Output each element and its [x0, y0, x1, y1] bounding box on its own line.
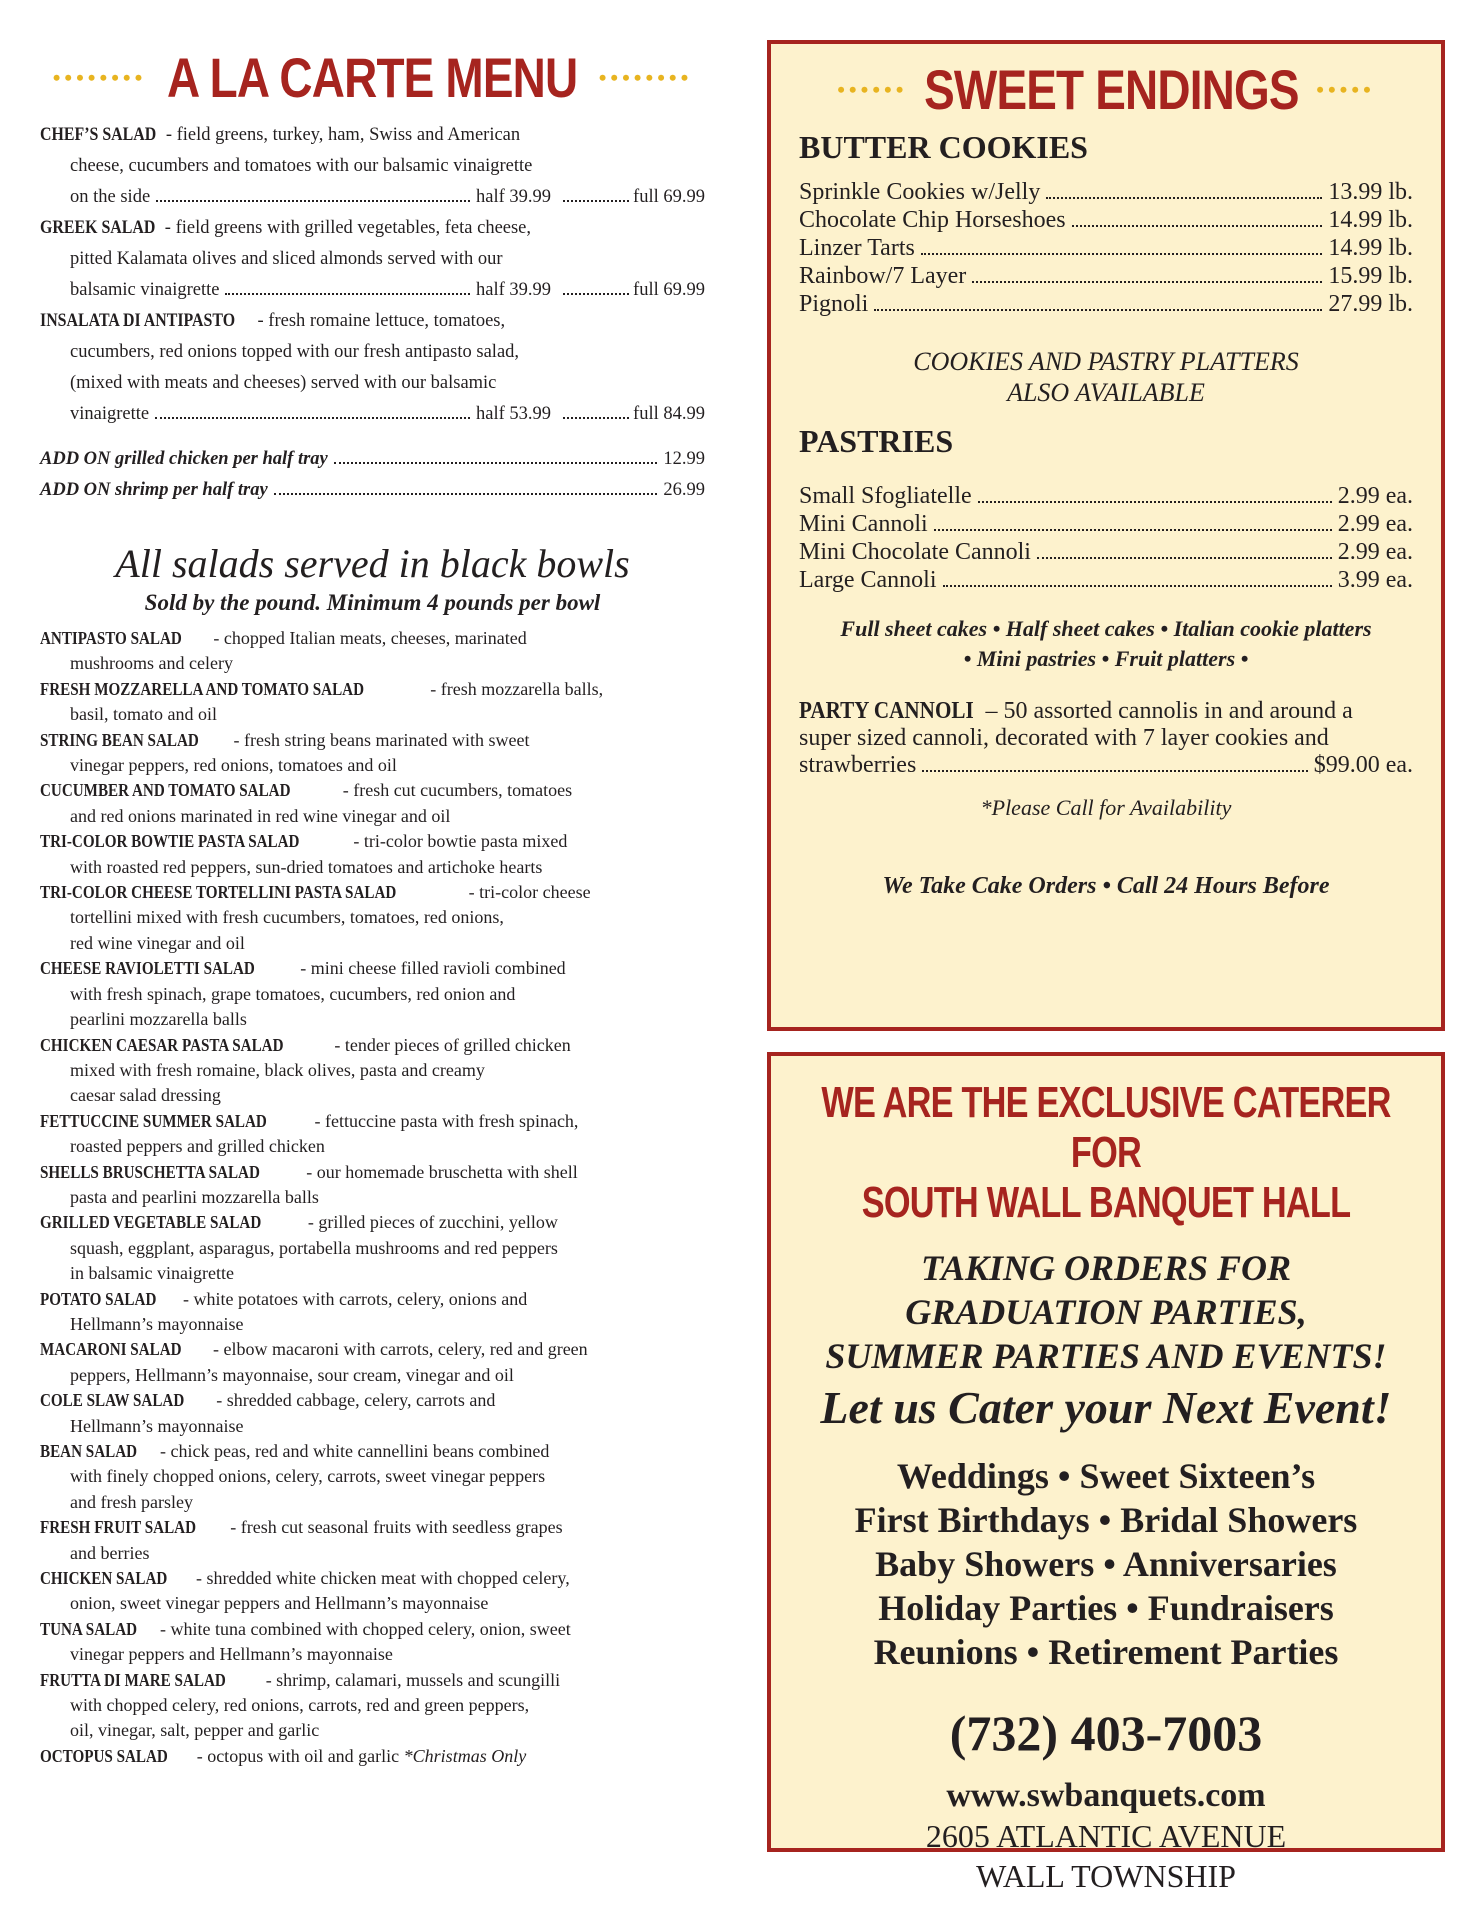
salad-item: [40, 1439, 705, 1515]
item-price: 15.99 lb.: [1328, 263, 1413, 289]
salad-desc: and berries: [70, 1542, 150, 1563]
salad-name: FRESH MOZZARELLA AND TOMATO SALAD: [40, 678, 365, 699]
item-desc: vinaigrette: [70, 404, 150, 424]
event-types-line: First Birthdays • Bridal Showers: [854, 1500, 1358, 1540]
salad-item: [40, 1160, 705, 1211]
salad-name: FRESH FRUIT SALAD: [40, 1517, 197, 1538]
salad-desc: pasta and pearlini mozzarella balls: [70, 1186, 319, 1207]
salad-desc: - grilled pieces of zucchini, yellow: [307, 1212, 558, 1233]
item-price: 2.99 ea.: [1337, 511, 1413, 537]
add-on-label: ADD ON shrimp per half tray: [40, 480, 268, 500]
item-price: 13.99 lb.: [1328, 179, 1413, 205]
salad-item: [40, 956, 705, 1032]
salad-desc: with chopped celery, red onions, carrots, red and green peppers,: [70, 1695, 530, 1716]
salad-item: [40, 1109, 705, 1160]
salad-desc: - chopped Italian meats, cheeses, marinated: [213, 628, 527, 648]
salad-name: SHELLS BRUSCHETTA SALAD: [40, 1161, 260, 1182]
salad-item: [40, 1210, 705, 1286]
add-on-row: [40, 444, 705, 475]
full-price: full 69.99: [633, 187, 705, 207]
address-line: WALL TOWNSHIP: [976, 1858, 1236, 1894]
a-la-carte-items: [40, 120, 705, 430]
caterer-box: [767, 1052, 1445, 1894]
list-item: [799, 262, 1413, 290]
item-price-line: [40, 182, 705, 213]
salad-desc: - mini cheese filled ravioli combined: [300, 958, 566, 979]
item-price: 3.99 ea.: [1337, 567, 1413, 593]
decorative-dots-right: ••••••••: [598, 65, 693, 90]
salad-name: STRING BEAN SALAD: [40, 729, 199, 750]
website: www.swbanquets.com: [946, 1777, 1266, 1814]
salad-desc: red wine vinegar and oil: [70, 932, 245, 953]
salad-desc: onion, sweet vinegar peppers and Hellmann’s mayonnaise: [70, 1593, 489, 1614]
salad-item: [40, 1617, 705, 1668]
event-types-line: Holiday Parties • Fundraisers: [878, 1588, 1334, 1628]
salad-desc: mixed with fresh romaine, black olives, pasta and creamy: [70, 1059, 485, 1080]
menu-item: [40, 306, 705, 430]
salad-item: [40, 728, 705, 779]
salad-desc: - shredded cabbage, celery, carrots and: [216, 1390, 496, 1411]
salad-item: [40, 1668, 705, 1744]
salad-desc: basil, tomato and oil: [70, 704, 217, 725]
item-desc: on the side: [70, 187, 151, 207]
salads-heading: All salads served in black bowls: [115, 541, 630, 586]
item-price: 2.99 ea.: [1337, 539, 1413, 565]
item-desc: - field greens, turkey, ham, Swiss and American: [165, 125, 521, 145]
salad-item: [40, 1515, 705, 1566]
salad-name: GRILLED VEGETABLE SALAD: [40, 1212, 262, 1233]
party-cannoli-price-line: [799, 752, 1413, 779]
salad-desc: tortellini mixed with fresh cucumbers, tomatoes, red onions,: [70, 907, 504, 928]
salad-item: [40, 626, 705, 677]
item-desc: cheese, cucumbers and tomatoes with our balsamic vinaigrette: [70, 156, 533, 176]
item-name: Mini Cannoli: [799, 511, 928, 537]
phone-number: (732) 403-7003: [949, 1705, 1263, 1761]
salads-subheading: Sold by the pound. Minimum 4 pounds per bowl: [144, 590, 601, 615]
list-item: [799, 234, 1413, 262]
salad-item: [40, 1566, 705, 1617]
sweet-endings-box: [767, 40, 1445, 1031]
salad-desc: - fresh cut seasonal fruits with seedless grapes: [230, 1517, 563, 1538]
party-cannoli-desc: strawberries: [799, 752, 917, 778]
salad-desc: peppers, Hellmann’s mayonnaise, sour cream, vinegar and oil: [70, 1364, 514, 1385]
salad-desc: - chick peas, red and white cannellini beans combined: [160, 1441, 550, 1461]
cakes-line: • Mini pastries • Fruit platters •: [963, 646, 1249, 671]
salad-desc: with fresh spinach, grape tomatoes, cucumbers, red onion and: [70, 983, 516, 1004]
platters-line: ALSO AVAILABLE: [1007, 378, 1205, 407]
salad-item: [40, 880, 705, 956]
party-cannoli: [799, 698, 1413, 779]
taking-orders-line: GRADUATION PARTIES,: [905, 1292, 1307, 1332]
item-name: INSALATA DI ANTIPASTO: [40, 311, 236, 331]
a-la-carte-column: [40, 46, 705, 1769]
salad-desc: - shredded white chicken meat with chopped celery,: [196, 1568, 570, 1589]
pastries-heading: PASTRIES: [799, 423, 954, 459]
salad-desc: - tender pieces of grilled chicken: [334, 1034, 571, 1055]
address-line: 2605 ATLANTIC AVENUE: [925, 1818, 1287, 1854]
item-price-line: [40, 399, 705, 430]
item-name: Small Sfogliatelle: [799, 483, 972, 509]
decorative-dots-left: ••••••••: [52, 65, 147, 90]
item-price-line: [40, 275, 705, 306]
a-la-carte-title-row: [40, 46, 705, 109]
salad-desc: and fresh parsley: [70, 1491, 193, 1512]
platters-line: COOKIES AND PASTRY PLATTERS: [913, 347, 1299, 376]
full-price: full 69.99: [633, 280, 705, 300]
salad-name: COLE SLAW SALAD: [40, 1390, 185, 1411]
item-desc: pitted Kalamata olives and sliced almonds served with our: [70, 249, 503, 269]
salad-desc: and red onions marinated in red wine vinegar and oil: [70, 805, 451, 826]
cake-orders-note: We Take Cake Orders • Call 24 Hours Before: [882, 873, 1330, 899]
item-name: Large Cannoli: [799, 567, 937, 593]
salad-name: TRI-COLOR BOWTIE PASTA SALAD: [40, 831, 300, 852]
event-types-line: Baby Showers • Anniversaries: [875, 1544, 1337, 1584]
salad-desc: in balsamic vinaigrette: [70, 1263, 234, 1284]
salad-desc: - fresh mozzarella balls,: [430, 678, 604, 699]
party-cannoli-name: PARTY CANNOLI: [799, 698, 974, 724]
salad-desc: - elbow macaroni with carrots, celery, red and green: [213, 1339, 588, 1360]
item-name: Rainbow/7 Layer: [799, 263, 967, 289]
cakes-line: Full sheet cakes • Half sheet cakes • Italian cookie platters: [840, 616, 1372, 641]
salad-note: *Christmas Only: [403, 1745, 527, 1766]
salad-name: TRI-COLOR CHEESE TORTELLINI PASTA SALAD: [40, 882, 397, 903]
event-types-line: Reunions • Retirement Parties: [873, 1632, 1339, 1672]
banquet-hall-line: SOUTH WALL BANQUET HALL: [861, 1178, 1351, 1227]
item-name: Mini Chocolate Cannoli: [799, 539, 1031, 565]
list-item: [799, 510, 1413, 538]
item-desc: - fresh romaine lettuce, tomatoes,: [257, 311, 506, 331]
item-desc: cucumbers, red onions topped with our fresh antipasto salad,: [70, 342, 520, 362]
salad-name: CHEESE RAVIOLETTI SALAD: [40, 958, 255, 979]
salad-desc: - tri-color bowtie pasta mixed: [353, 831, 568, 852]
platters-note: [799, 346, 1413, 408]
salad-desc: caesar salad dressing: [70, 1085, 221, 1106]
add-on-price: 12.99: [663, 449, 705, 469]
item-name: CHEF’S SALAD: [40, 125, 157, 145]
sweet-endings-title: SWEET ENDINGS: [924, 58, 1300, 121]
salad-name: CHICKEN SALAD: [40, 1568, 168, 1589]
list-item: [799, 538, 1413, 566]
sweet-endings-title-row: [789, 58, 1423, 121]
salad-item: [40, 1033, 705, 1109]
salad-desc: vinegar peppers, red onions, tomatoes and oil: [70, 755, 397, 776]
salad-desc: vinegar peppers and Hellmann’s mayonnaise: [70, 1644, 393, 1665]
salad-item: [40, 1744, 705, 1769]
exclusive-caterer-line: WE ARE THE EXCLUSIVE CATERER FOR: [821, 1078, 1391, 1177]
pastry-list: [799, 482, 1413, 594]
a-la-carte-title: A LA CARTE MENU: [167, 46, 578, 109]
salad-item: [40, 1388, 705, 1439]
salad-item: [40, 677, 705, 728]
add-ons: [40, 444, 705, 506]
salad-desc: - white potatoes with carrots, celery, onions and: [183, 1288, 528, 1309]
taking-orders-line: TAKING ORDERS FOR: [920, 1248, 1292, 1288]
half-price: half 39.99: [476, 187, 552, 207]
item-desc: (mixed with meats and cheeses) served with our balsamic: [70, 373, 497, 393]
decorative-dots-right: •••••: [1316, 77, 1375, 102]
event-types-line: Weddings • Sweet Sixteen’s: [896, 1456, 1316, 1496]
item-name: Sprinkle Cookies w/Jelly: [799, 179, 1041, 205]
item-price: 27.99 lb.: [1328, 291, 1413, 317]
add-on-row: [40, 475, 705, 506]
taking-orders-line: SUMMER PARTIES AND EVENTS!: [825, 1336, 1387, 1376]
list-item: [799, 178, 1413, 206]
salad-desc: roasted peppers and grilled chicken: [70, 1136, 325, 1157]
salad-list: [40, 626, 705, 1769]
half-price: half 39.99: [476, 280, 552, 300]
party-cannoli-price: $99.00 ea.: [1313, 752, 1413, 778]
salad-desc: pearlini mozzarella balls: [70, 1009, 247, 1030]
salad-name: ANTIPASTO SALAD: [40, 628, 182, 648]
salad-name: TUNA SALAD: [40, 1618, 138, 1639]
salad-name: FETTUCCINE SUMMER SALAD: [40, 1110, 267, 1131]
salad-desc: mushrooms and celery: [70, 653, 233, 674]
salad-desc: - our homemade bruschetta with shell: [306, 1161, 578, 1182]
salad-desc: - shrimp, calamari, mussels and scungilli: [265, 1669, 561, 1690]
salad-name: CUCUMBER AND TOMATO SALAD: [40, 780, 291, 801]
full-price: full 84.99: [633, 404, 705, 424]
butter-cookies-heading: BUTTER COOKIES: [799, 129, 1088, 165]
salad-name: MACARONI SALAD: [40, 1339, 182, 1360]
salad-desc: Hellmann’s mayonnaise: [70, 1415, 244, 1436]
salad-item: [40, 778, 705, 829]
menu-item: [40, 213, 705, 306]
cater-slogan: Let us Cater your Next Event!: [820, 1382, 1392, 1433]
add-on-label: ADD ON grilled chicken per half tray: [40, 449, 328, 469]
item-name: Pignoli: [799, 291, 869, 317]
salad-desc: - white tuna combined with chopped celery, onion, sweet: [160, 1618, 571, 1639]
list-item: [799, 566, 1413, 594]
item-price: 2.99 ea.: [1337, 483, 1413, 509]
salad-item: [40, 829, 705, 880]
half-price: half 53.99: [476, 404, 552, 424]
salad-name: POTATO SALAD: [40, 1288, 157, 1309]
list-item: [799, 482, 1413, 510]
salad-desc: with finely chopped onions, celery, carrots, sweet vinegar peppers: [70, 1466, 546, 1487]
party-cannoli-desc: super sized cannoli, decorated with 7 layer cookies and: [799, 725, 1329, 751]
taking-orders: [771, 1246, 1441, 1378]
add-on-price: 26.99: [663, 480, 705, 500]
menu-item: [40, 120, 705, 213]
salad-name: FRUTTA DI MARE SALAD: [40, 1669, 226, 1690]
salad-item: [40, 1337, 705, 1388]
item-name: Linzer Tarts: [799, 235, 915, 261]
item-name: Chocolate Chip Horseshoes: [799, 207, 1066, 233]
item-desc: - field greens with grilled vegetables, feta cheese,: [164, 218, 532, 238]
cookie-list: [799, 178, 1413, 318]
salad-desc: with roasted red peppers, sun-dried tomatoes and artichoke hearts: [70, 856, 543, 877]
decorative-dots-left: ••••••: [837, 77, 908, 102]
salad-name: BEAN SALAD: [40, 1441, 138, 1461]
item-name: GREEK SALAD: [40, 218, 156, 238]
salad-desc: - fettuccine pasta with fresh spinach,: [314, 1110, 579, 1131]
salad-desc: Hellmann’s mayonnaise: [70, 1313, 244, 1334]
salad-name: OCTOPUS SALAD: [40, 1745, 168, 1766]
availability-note: *Please Call for Availability: [980, 795, 1232, 820]
salad-desc: - fresh string beans marinated with sweet: [233, 729, 530, 750]
salad-name: CHICKEN CAESAR PASTA SALAD: [40, 1034, 284, 1055]
item-price: 14.99 lb.: [1328, 207, 1413, 233]
list-item: [799, 206, 1413, 234]
salad-desc: - fresh cut cucumbers, tomatoes: [342, 780, 573, 801]
party-cannoli-desc: – 50 assorted cannolis in and around a: [985, 698, 1353, 724]
cakes-note: [799, 614, 1413, 674]
salad-desc: - tri-color cheese: [468, 882, 591, 903]
item-price: 14.99 lb.: [1328, 235, 1413, 261]
list-item: [799, 290, 1413, 318]
salad-item: [40, 1287, 705, 1338]
salad-desc: oil, vinegar, salt, pepper and garlic: [70, 1720, 320, 1741]
salad-desc: squash, eggplant, asparagus, portabella mushrooms and red peppers: [70, 1237, 558, 1258]
salad-desc: - octopus with oil and garlic: [196, 1745, 400, 1766]
item-desc: balsamic vinaigrette: [70, 280, 220, 300]
event-types: [771, 1454, 1441, 1674]
